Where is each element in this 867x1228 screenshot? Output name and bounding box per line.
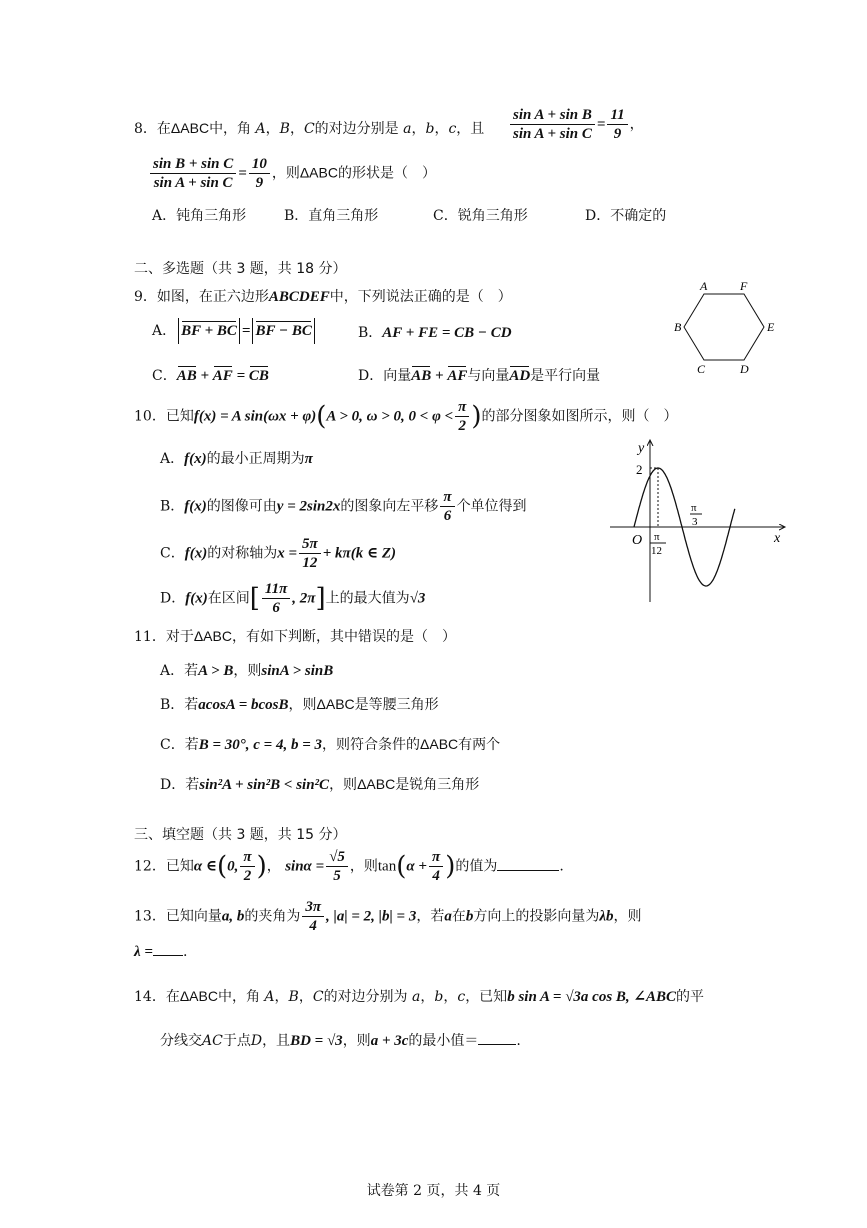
q12-text: 12．已知 <box>134 858 194 875</box>
vertex-label-e: E <box>767 320 775 334</box>
q13-math: λb <box>599 908 614 925</box>
q12-text: ，则 <box>349 858 378 875</box>
q11-text: 有两个 <box>458 737 501 753</box>
fraction <box>299 535 321 572</box>
option-label: C． <box>152 368 177 384</box>
q9-option-c[interactable]: C．AB + AF = CB <box>152 368 269 384</box>
q8-text: 在 <box>156 121 171 137</box>
q10-f: f(x) <box>185 590 208 607</box>
q10-f: f(x) <box>184 451 207 467</box>
fraction <box>429 848 443 885</box>
numerator: sin A + sin B <box>510 106 595 125</box>
q9-hexagon-name: ABCDEF <box>268 289 330 305</box>
q14-line2 <box>160 1030 521 1050</box>
q13-line2 <box>134 944 187 961</box>
option-label: D．若 <box>160 777 200 793</box>
q13-text: 方向上的投影向量为 <box>473 908 600 925</box>
q11-option-c[interactable] <box>160 734 500 754</box>
q14-math: a + 3c <box>370 1033 409 1049</box>
q10-text: 的最小正周期为 <box>206 451 305 467</box>
q13-math: b <box>465 908 474 925</box>
q13-math: a, b <box>221 908 245 925</box>
page-footer: 试卷第 2 页，共 4 页 <box>366 1183 501 1199</box>
q11-option-d[interactable] <box>160 774 479 794</box>
denominator: 6 <box>443 508 452 524</box>
q10-option-b[interactable] <box>160 488 527 525</box>
q10-option-c[interactable] <box>160 535 396 572</box>
vector-cb: CB <box>248 368 269 384</box>
fraction <box>440 488 454 525</box>
q11-text: ，则 <box>233 663 262 679</box>
q14-triangle: ΔABC <box>179 988 218 1004</box>
q14-text: ，则 <box>342 1033 371 1049</box>
q14-text: 的对边分别为 <box>323 989 408 1005</box>
q14-var: c <box>457 989 466 1005</box>
peak-label: 2 <box>636 462 643 477</box>
q13-math: a <box>444 908 452 925</box>
q11-triangle: ΔABC <box>193 628 232 644</box>
denominator: 6 <box>272 600 280 616</box>
q14-math: BD = √3 <box>290 1033 343 1049</box>
numerator: π <box>240 848 254 867</box>
answer-blank[interactable] <box>497 869 559 871</box>
q10-option-a[interactable] <box>160 448 313 468</box>
numerator: 11 <box>607 106 627 125</box>
denominator: 12 <box>302 555 318 571</box>
q10-function: f(x) = A sin(ωx + φ) <box>193 408 317 425</box>
q13-text: ，则 <box>613 908 642 925</box>
q13-line1 <box>134 898 642 935</box>
q13-text: . <box>182 944 188 960</box>
q10-text: 10．已知 <box>134 408 194 425</box>
option-label: C．若 <box>160 737 199 753</box>
q14-var: a <box>412 989 421 1005</box>
answer-blank[interactable] <box>478 1043 516 1045</box>
q14-var: AC <box>202 1033 223 1049</box>
q9-vector-expr: BF + BC <box>181 323 237 339</box>
option-label: B．若 <box>160 697 199 713</box>
q11-stem <box>134 626 456 646</box>
vertex-label-a: A <box>700 279 708 293</box>
q10-option-d[interactable]: D．f(x)在区间[ $\frac{11\pi}{6}$ , 2π]上的最大值为√3 <box>160 581 426 616</box>
q10-value: π <box>304 451 313 467</box>
q13-math: λ = <box>134 944 153 960</box>
numerator: π <box>440 488 454 507</box>
q8-var: B <box>279 121 290 137</box>
q10-text: 的图像可由 <box>206 498 277 515</box>
q14-text: 分线交 <box>160 1033 202 1049</box>
q8-var: C <box>303 121 315 137</box>
q9-text: 9．如图，在正六边形 <box>134 289 269 305</box>
q9-text: 与向量 <box>467 368 510 384</box>
numerator: π <box>455 398 469 417</box>
numerator: 3π <box>302 898 324 917</box>
numerator: 5π <box>299 535 321 554</box>
option-label: B． <box>358 325 383 341</box>
q9-option-b[interactable] <box>358 322 512 342</box>
q12-math: α ∈ <box>193 858 217 875</box>
numerator: 10 <box>249 155 270 174</box>
fraction <box>326 848 348 885</box>
q10-condition: A > 0, ω > 0, 0 < φ < <box>326 408 454 425</box>
q11-math: A > B <box>198 663 234 679</box>
q14-var: C <box>312 989 324 1005</box>
fraction <box>150 155 236 192</box>
q8-text: 的对边分别是 <box>314 121 399 137</box>
q8-var: A <box>255 121 266 137</box>
fraction <box>455 398 469 435</box>
tick-label-pi-12-den: 12 <box>651 545 662 557</box>
q13-math: , |a| = 2, |b| = 3 <box>326 908 417 925</box>
q11-math: B = 30°, c = 4, b = 3 <box>198 737 323 753</box>
vector-ab: AB <box>411 368 432 384</box>
q8-triangle: ΔABC <box>299 164 338 181</box>
numerator: 11π <box>262 580 290 599</box>
q12-math: tan <box>377 858 397 875</box>
q9-text: 中，下列说法正确的是（ ） <box>329 289 512 305</box>
fraction <box>510 106 595 143</box>
q10-eq: + kπ(k ∈ Z) <box>322 545 396 562</box>
q14-text: 14．在 <box>134 989 180 1005</box>
denominator: 9 <box>613 126 622 142</box>
q11-text: ，有如下判断，其中错误的是（ ） <box>231 629 456 645</box>
vertex-label-d: D <box>740 362 749 376</box>
q11-math: sin²A + sin²B < sin²C <box>199 777 330 793</box>
option-label: C． <box>160 545 185 562</box>
section-title-multi-choice: 二、多选题（共 3 题，共 18 分） <box>134 261 347 277</box>
answer-blank[interactable] <box>153 954 183 956</box>
option-label: A．若 <box>160 663 199 679</box>
q10-eq: y = 2sin2x <box>276 498 341 515</box>
q11-triangle: ΔABC <box>420 736 459 752</box>
q11-text: ，则符合条件的 <box>322 737 421 753</box>
tick-label-pi-3-num: π <box>691 502 697 514</box>
q8-fraction-1: $\frac{\text{sin A + sin B}}{\text{sin A + sin C}}$ = $\frac{11}{9}$ ， <box>508 106 644 143</box>
q12-text: 的值为 <box>455 858 498 875</box>
q9-vector-expr: AF + FE = CB − CD <box>382 325 512 341</box>
q12-text: . <box>559 858 564 875</box>
q10-value: √3 <box>409 590 426 607</box>
fraction <box>240 848 254 885</box>
q11-text: ，则 <box>288 697 317 713</box>
q8-option-a[interactable]: A．钝角三角形 <box>152 208 247 224</box>
q8-text: 的形状是（ ） <box>337 165 436 182</box>
q10-text: 个单位得到 <box>456 498 527 515</box>
numerator: sin B + sin C <box>150 155 236 174</box>
q13-text: 13．已知向量 <box>134 908 222 925</box>
q8-option-d[interactable]: D．不确定的 <box>585 208 667 224</box>
q10-f: f(x) <box>184 545 208 562</box>
q8-var: c <box>448 121 457 137</box>
q8-text: ，且 <box>456 121 485 137</box>
q9-option-a[interactable]: A． BF + BC = BF − BC <box>152 318 317 344</box>
q14-var: D <box>250 1033 263 1049</box>
fraction <box>607 106 627 143</box>
vector-ad: AD <box>509 368 531 384</box>
hexagon-figure <box>670 278 790 378</box>
q11-text: 是锐角三角形 <box>395 777 480 793</box>
q10-text: 在区间 <box>207 590 250 607</box>
q10-f: f(x) <box>184 498 207 515</box>
q8-text: ，则 <box>271 165 300 182</box>
q14-text: 中，角 <box>217 989 260 1005</box>
q8-option-b[interactable]: B．直角三角形 <box>284 208 379 224</box>
fraction <box>262 580 290 617</box>
q11-math: acosA = bcosB <box>198 697 289 713</box>
vector-ab: AB <box>176 368 197 384</box>
q9-text: 是平行向量 <box>530 368 601 384</box>
q8-option-c[interactable]: C．锐角三角形 <box>433 208 528 224</box>
q8-triangle: ΔABC <box>170 120 210 136</box>
option-label: B． <box>160 498 185 515</box>
x-axis-label: x <box>774 531 781 546</box>
vertex-label-c: C <box>697 362 706 376</box>
option-label: A． <box>160 451 185 467</box>
q11-triangle: ΔABC <box>357 776 396 792</box>
option-label: A． <box>152 323 177 339</box>
q14-var: A <box>264 989 275 1005</box>
q8-text: 中，角 <box>209 121 252 137</box>
q14-var: b <box>434 989 444 1005</box>
q10-text: 的图象向左平移 <box>340 498 439 515</box>
q14-text: 的平 <box>676 989 705 1005</box>
q10-text: 的部分图象如图所示，则（ ） <box>481 408 678 425</box>
denominator: 4 <box>432 868 440 884</box>
sine-graph <box>600 432 800 607</box>
q14-var: B <box>288 989 299 1005</box>
q11-option-b[interactable] <box>160 694 439 714</box>
denominator: 4 <box>309 918 317 934</box>
q11-math: sinA > sinB <box>261 663 334 679</box>
q14-math: b sin A = √3a cos B, ∠ABC <box>507 989 677 1005</box>
q10-stem: 10．已知f(x) = A sin(ωx + φ)(A > 0, ω > 0, 0 < φ < $\frac{\pi}{2}$ )的部分图象如图所示，则（ ） <box>134 399 678 434</box>
q8-number: 8． <box>134 121 157 137</box>
q11-triangle: ΔABC <box>316 696 355 712</box>
q11-text: 11．对于 <box>134 629 194 645</box>
fraction <box>249 155 270 192</box>
numerator: √5 <box>326 848 348 867</box>
numerator: π <box>429 848 443 867</box>
denominator: 9 <box>255 175 264 191</box>
q8-var: a <box>403 121 412 137</box>
vertex-label-f: F <box>740 279 748 293</box>
y-axis-label: y <box>638 441 645 456</box>
q12-math: sinα = <box>285 858 325 875</box>
denominator: 2 <box>458 418 466 434</box>
tick-label-pi-3-den: 3 <box>692 516 698 528</box>
fraction <box>302 898 324 935</box>
vector-af: AF <box>212 368 233 384</box>
q8-line1: 8．在ΔABC中，角 A，B，C的对边分别是 a，b，c，且 <box>134 120 485 137</box>
denominator: sin A + sin C <box>513 126 592 142</box>
q9-vector-expr: BF − BC <box>255 323 312 339</box>
q9-option-d[interactable]: D．向量AB + AF与向量AD是平行向量 <box>358 368 601 384</box>
q13-text: 在 <box>451 908 466 925</box>
origin-label: O <box>632 533 643 548</box>
q14-text: ，已知 <box>465 989 508 1005</box>
denominator: 5 <box>333 868 341 884</box>
q11-option-a[interactable] <box>160 660 333 680</box>
q12-line: 12．已知α ∈(0, $\frac{\pi}{2}$ )， sinα = $\frac{√5}{5}$ ，则tan(α + $\frac{\pi}{4}$ )的值为 . <box>134 849 564 884</box>
q14-text: ，且 <box>262 1033 291 1049</box>
denominator: sin A + sin C <box>153 175 233 191</box>
q12-math: 0, <box>227 858 239 875</box>
q8-line2: $\frac{\text{sin B + sin C}}{\text{sin A + sin C}}$ = $\frac{10}{9}$ ，则ΔABC的形状是（ ） <box>148 155 436 192</box>
q11-text: 是等腰三角形 <box>354 697 439 713</box>
q10-eq: x = <box>277 545 298 562</box>
q13-text: ，若 <box>416 908 445 925</box>
denominator: 2 <box>243 868 252 884</box>
section-title-fill-in: 三、填空题（共 3 题，共 15 分） <box>134 827 347 843</box>
q8-var: b <box>425 121 435 137</box>
q11-text: ，则 <box>329 777 358 793</box>
q14-line1: 14．在ΔABC中，角 A，B，C的对边分别为 a，b，c，已知b sin A = √3a cos B, ∠ABC的平 <box>134 988 705 1005</box>
q10-interval: , 2π <box>292 590 316 607</box>
tick-label-pi-12-num: π <box>654 531 660 543</box>
q14-text: 的最小值＝ <box>408 1033 479 1049</box>
q10-text: 上的最大值为 <box>325 590 410 607</box>
option-label: D． <box>160 590 186 607</box>
q12-math: α + <box>406 858 427 875</box>
vertex-label-b: B <box>674 320 682 334</box>
q14-text: . <box>516 1033 521 1049</box>
vector-af: AF <box>447 368 468 384</box>
option-label: D．向量 <box>358 368 412 384</box>
q13-text: 的夹角为 <box>244 908 301 925</box>
q10-text: 的对称轴为 <box>207 545 278 562</box>
q14-text: 于点 <box>222 1033 251 1049</box>
q9-stem <box>134 286 512 306</box>
